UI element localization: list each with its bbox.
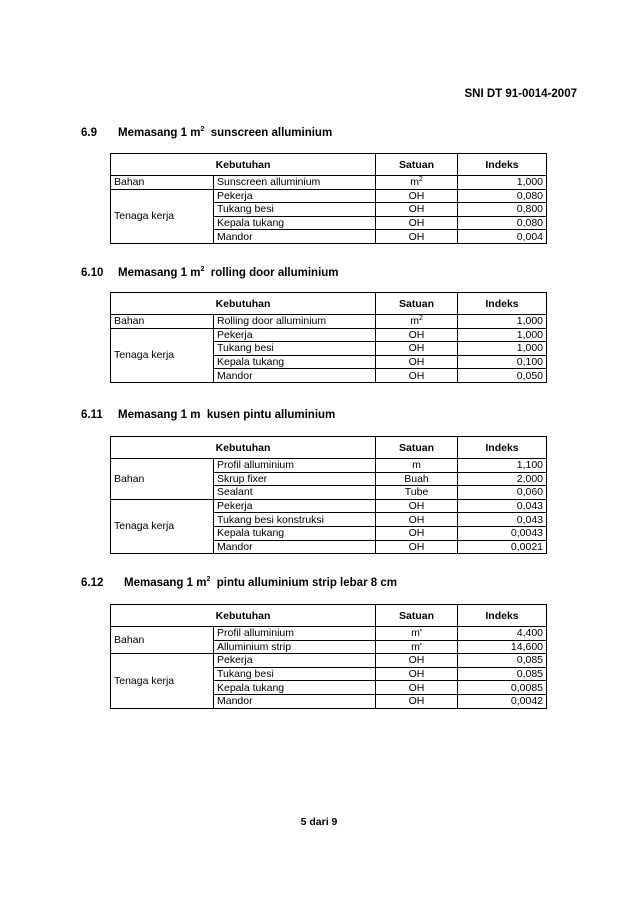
unit-cell (376, 189, 458, 203)
unit-cell (376, 526, 458, 540)
section-title-pre: Memasang 1 m (118, 127, 201, 139)
table-row (111, 459, 547, 473)
item-cell: Rolling door alluminium (214, 315, 376, 329)
index-cell: 0,043 (458, 499, 547, 513)
header-satuan: Satuan (376, 437, 458, 459)
category-cell: Tenaga kerja (111, 189, 214, 243)
unit-text: OH (408, 668, 425, 681)
unit-text: OH (408, 681, 425, 694)
item-cell: Mandor (214, 230, 376, 244)
unit-cell (376, 486, 458, 500)
section-title-pre: Memasang 1 m (118, 267, 201, 279)
table-row (111, 627, 547, 641)
table-header-row (111, 154, 547, 176)
index-cell: 0,0042 (458, 694, 547, 708)
header-kebutuhan: Kebutuhan (111, 154, 376, 176)
table-row (111, 189, 547, 203)
unit-text: OH (408, 527, 425, 540)
item-cell: Pekerja (214, 328, 376, 342)
item-cell: Mandor (214, 694, 376, 708)
index-cell: 0,085 (458, 654, 547, 668)
unit-cell (376, 513, 458, 527)
unit-cell (376, 459, 458, 473)
section-title-sup: 2 (200, 126, 205, 133)
unit-cell (376, 499, 458, 513)
table-row (111, 315, 547, 329)
item-cell: Mandor (214, 540, 376, 554)
index-cell: 4,400 (458, 627, 547, 641)
table-row (111, 654, 547, 668)
unit-cell (376, 342, 458, 356)
section-title-pre: Memasang 1 m (124, 577, 207, 589)
unit-superscript: 2 (418, 176, 423, 184)
category-cell: Tenaga kerja (111, 499, 214, 553)
item-cell: Kepala tukang (214, 526, 376, 540)
unit-text: OH (408, 217, 425, 230)
unit-cell (376, 654, 458, 668)
unit-cell (376, 627, 458, 641)
section-title-pre: Memasang 1 m (118, 409, 201, 421)
unit-text: OH (408, 189, 425, 202)
index-cell: 0,050 (458, 369, 547, 383)
unit-text: OH (408, 695, 425, 708)
section-number: 6.11 (81, 409, 103, 421)
table-6-9 (110, 153, 547, 244)
unit-text: OH (408, 654, 425, 667)
unit-text: OH (408, 513, 425, 526)
unit-text: m (412, 459, 421, 472)
unit-text: OH (408, 540, 425, 553)
item-cell: Pekerja (214, 189, 376, 203)
section-title-post: pintu alluminium strip lebar 8 cm (216, 577, 397, 589)
unit-cell (376, 681, 458, 695)
table-6-12 (110, 604, 547, 709)
unit-cell (376, 694, 458, 708)
index-cell: 0,080 (458, 189, 547, 203)
item-cell: Pekerja (214, 654, 376, 668)
item-cell: Alluminium strip (214, 640, 376, 654)
item-cell: Profil alluminium (214, 459, 376, 473)
item-cell: Tukang besi konstruksi (214, 513, 376, 527)
index-cell: 0,0021 (458, 540, 547, 554)
unit-cell (376, 472, 458, 486)
index-cell: 0,800 (458, 203, 547, 217)
section-title-post: rolling door alluminium (210, 267, 339, 279)
unit-superscript: 2 (418, 315, 423, 323)
header-kebutuhan: Kebutuhan (111, 437, 376, 459)
table-header-row (111, 437, 547, 459)
table-row (111, 499, 547, 513)
section-title-6-12 (81, 577, 397, 589)
index-cell: 2,000 (458, 472, 547, 486)
item-cell: Kepala tukang (214, 216, 376, 230)
section-title-6-10 (81, 267, 339, 279)
item-cell: Tukang besi (214, 667, 376, 681)
table-6-11 (110, 436, 547, 554)
header-satuan: Satuan (376, 154, 458, 176)
index-cell: 0,060 (458, 486, 547, 500)
index-cell: 0,080 (458, 216, 547, 230)
unit-text: Tube (404, 486, 429, 499)
page-footer: 5 dari 9 (300, 816, 338, 828)
unit-cell (376, 640, 458, 654)
index-cell: 0,0043 (458, 526, 547, 540)
unit-cell (376, 203, 458, 217)
section-title-sup: 2 (206, 576, 211, 583)
index-cell: 0,100 (458, 355, 547, 369)
section-number: 6.12 (81, 577, 104, 589)
header-kebutuhan: Kebutuhan (111, 605, 376, 627)
category-cell: Bahan (111, 315, 214, 329)
index-cell: 1,100 (458, 459, 547, 473)
unit-text: OH (408, 500, 425, 513)
index-cell: 1,000 (458, 342, 547, 356)
document-code: SNI DT 91-0014-2007 (464, 88, 577, 100)
section-title-6-11 (81, 409, 335, 421)
index-cell: 0,085 (458, 667, 547, 681)
unit-cell (376, 355, 458, 369)
section-title-6-9 (81, 127, 332, 139)
unit-text: OH (408, 369, 425, 382)
section-number: 6.9 (81, 127, 97, 139)
unit-text: Buah (404, 472, 429, 485)
index-cell: 0,0085 (458, 681, 547, 695)
section-title-post: kusen pintu alluminium (206, 409, 336, 421)
unit-text: m' (411, 627, 422, 640)
unit-text: m' (411, 640, 422, 653)
unit-cell (376, 540, 458, 554)
header-kebutuhan: Kebutuhan (111, 293, 376, 315)
unit-text: OH (408, 203, 425, 216)
unit-text: OH (408, 328, 425, 341)
unit-text: m (410, 176, 419, 189)
table-header-row (111, 293, 547, 315)
unit-cell (376, 230, 458, 244)
item-cell: Tukang besi (214, 203, 376, 217)
item-cell: Mandor (214, 369, 376, 383)
item-cell: Sunscreen alluminium (214, 176, 376, 190)
category-cell: Bahan (111, 627, 214, 654)
index-cell: 0,043 (458, 513, 547, 527)
item-cell: Pekerja (214, 499, 376, 513)
category-cell: Tenaga kerja (111, 328, 214, 382)
item-cell: Kepala tukang (214, 681, 376, 695)
table-6-10 (110, 292, 547, 383)
index-cell: 1,000 (458, 315, 547, 329)
index-cell: 1,000 (458, 328, 547, 342)
header-indeks: Indeks (458, 293, 547, 315)
item-cell: Sealant (214, 486, 376, 500)
header-indeks: Indeks (458, 605, 547, 627)
category-cell: Bahan (111, 176, 214, 190)
header-indeks: Indeks (458, 437, 547, 459)
unit-cell (376, 369, 458, 383)
table-row (111, 328, 547, 342)
header-indeks: Indeks (458, 154, 547, 176)
unit-cell (376, 176, 458, 190)
section-number: 6.10 (81, 267, 104, 279)
index-cell: 1,000 (458, 176, 547, 190)
item-cell: Kepala tukang (214, 355, 376, 369)
index-cell: 14,600 (458, 640, 547, 654)
header-satuan: Satuan (376, 605, 458, 627)
unit-cell (376, 328, 458, 342)
table-header-row (111, 605, 547, 627)
category-cell: Bahan (111, 459, 214, 500)
unit-text: m (410, 315, 419, 328)
unit-cell (376, 216, 458, 230)
unit-text: OH (408, 342, 425, 355)
table-row (111, 176, 547, 190)
item-cell: Profil alluminium (214, 627, 376, 641)
unit-cell (376, 315, 458, 329)
section-title-sup: 2 (200, 266, 205, 273)
unit-cell (376, 667, 458, 681)
unit-text: OH (408, 356, 425, 369)
index-cell: 0,004 (458, 230, 547, 244)
item-cell: Tukang besi (214, 342, 376, 356)
item-cell: Skrup fixer (214, 472, 376, 486)
unit-text: OH (408, 230, 425, 243)
header-satuan: Satuan (376, 293, 458, 315)
category-cell: Tenaga kerja (111, 654, 214, 708)
section-title-post: sunscreen alluminium (210, 127, 333, 139)
